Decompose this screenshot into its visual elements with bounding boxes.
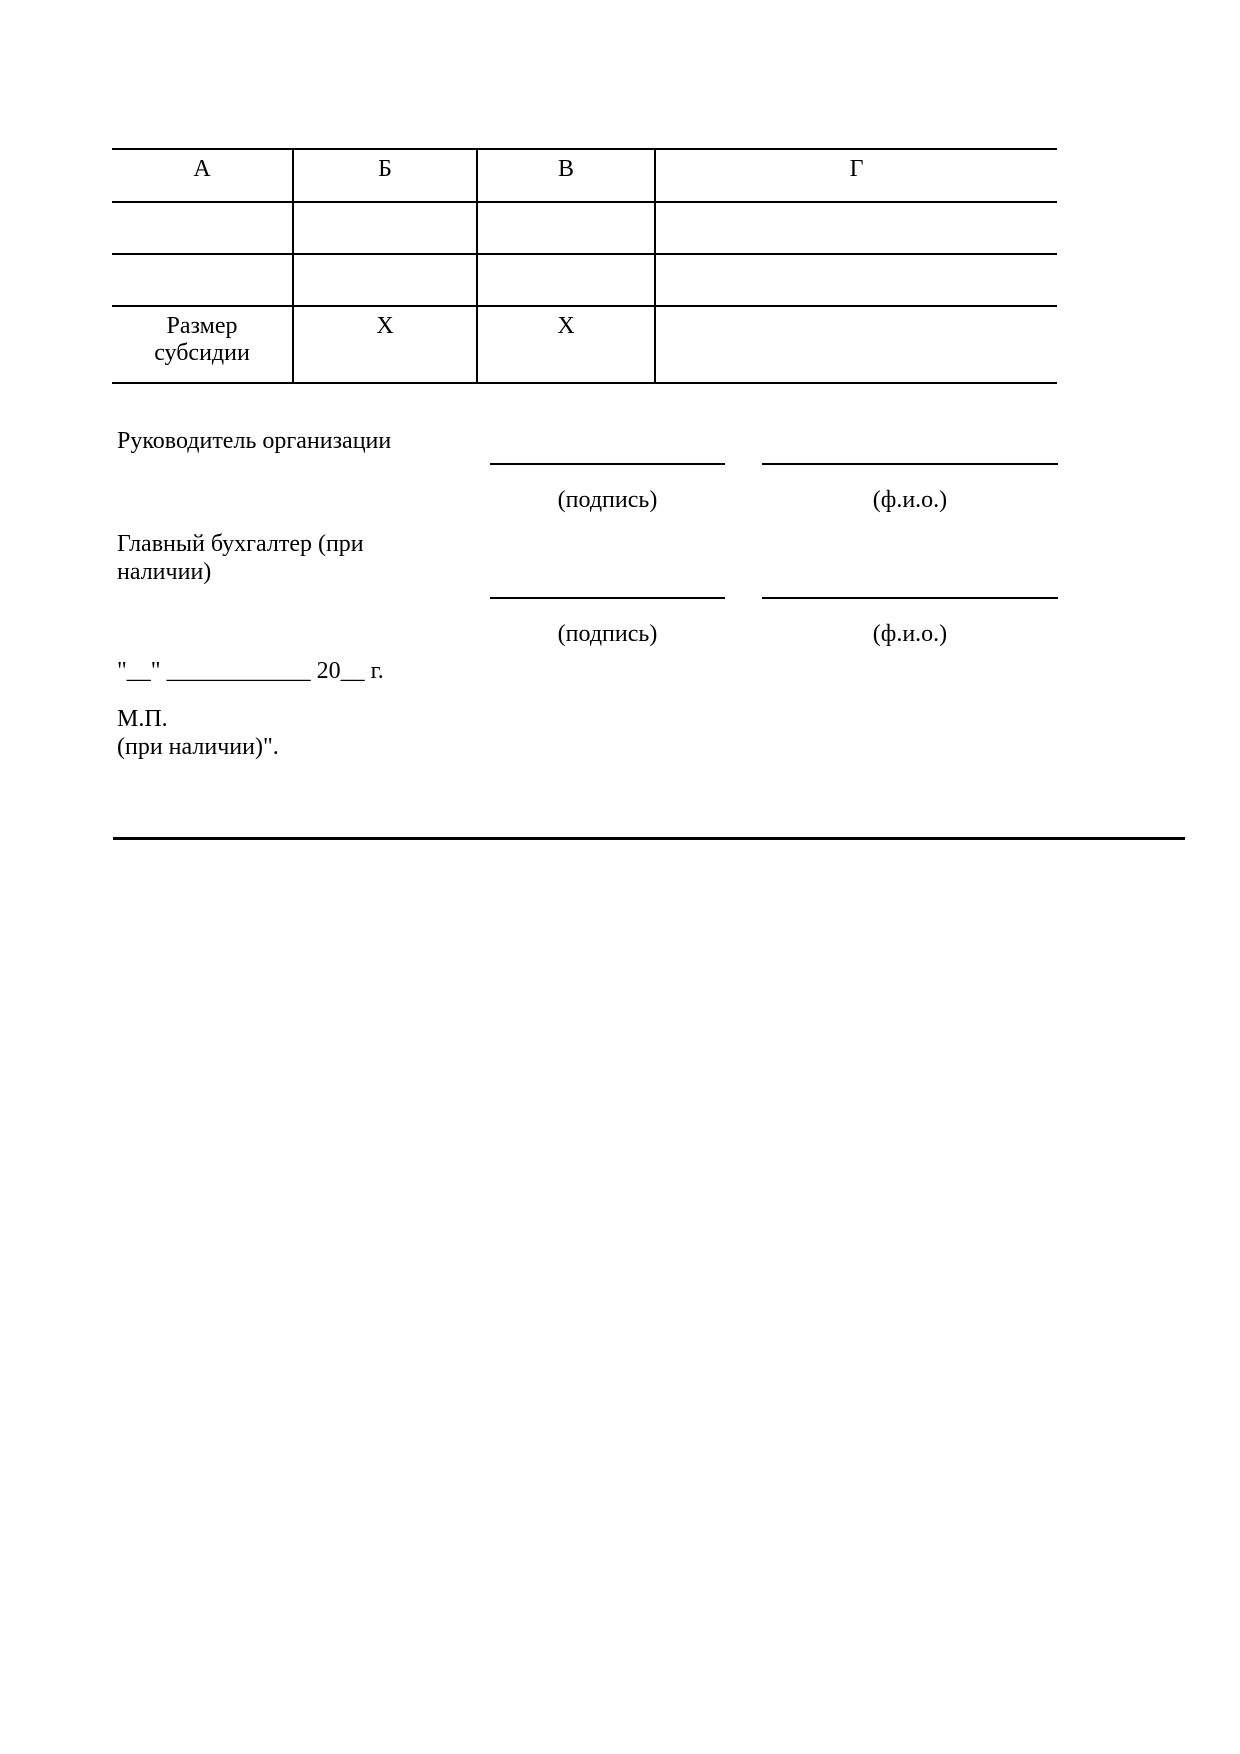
director-name-line	[762, 463, 1058, 465]
table-cell	[655, 202, 1057, 254]
director-signature-line	[490, 463, 725, 465]
table-row	[112, 202, 1057, 254]
accountant-name-caption: (ф.и.о.)	[872, 621, 948, 647]
director-name-caption: (ф.и.о.)	[872, 487, 948, 513]
accountant-signature-line	[490, 597, 725, 599]
table-cell	[293, 202, 477, 254]
table-cell	[112, 254, 293, 306]
table-row	[112, 254, 1057, 306]
subsidy-table	[112, 148, 1057, 384]
table-cell	[112, 202, 293, 254]
stamp-abbr: М.П.	[117, 706, 168, 732]
table-header-col-a: А	[112, 149, 293, 202]
table-header-col-g: Г	[849, 156, 864, 182]
subsidy-size-cell-g	[655, 306, 1057, 383]
date-blank-line: "__" ____________ 20__ г.	[117, 658, 384, 684]
subsidy-size-label-cell: Размер субсидии	[112, 306, 293, 383]
subsidy-size-cell-b: Х	[293, 306, 477, 383]
table-cell	[477, 202, 655, 254]
section-divider-rule	[113, 837, 1185, 840]
subsidy-size-row	[112, 306, 1057, 383]
table-header-col-b: Б	[293, 149, 477, 202]
accountant-signature-caption: (подпись)	[557, 621, 658, 647]
table-cell	[477, 254, 655, 306]
table-cell	[293, 254, 477, 306]
accountant-name-line	[762, 597, 1058, 599]
accountant-label: Главный бухгалтер (при наличии)	[117, 531, 364, 585]
table-cell	[655, 254, 1057, 306]
table-header-row	[112, 149, 1057, 202]
stamp-note: (при наличии)".	[117, 734, 279, 760]
director-signature-caption: (подпись)	[557, 487, 658, 513]
director-label: Руководитель организации	[117, 428, 392, 454]
table-header-col-v: В	[477, 149, 655, 202]
subsidy-size-cell-v: Х	[477, 306, 655, 383]
stamp-block	[117, 705, 279, 761]
